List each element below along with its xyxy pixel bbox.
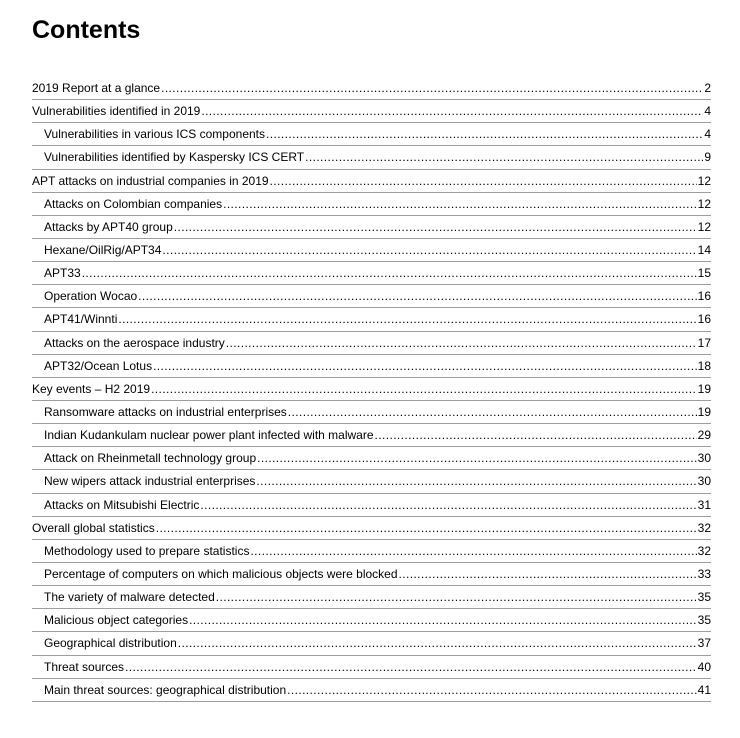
toc-entry[interactable] bbox=[32, 123, 711, 146]
toc-entry[interactable] bbox=[32, 100, 711, 123]
toc-entry[interactable] bbox=[32, 285, 711, 308]
toc-entry[interactable] bbox=[32, 470, 711, 493]
toc-entry-page-number: 19 bbox=[697, 404, 711, 419]
dot-leader bbox=[288, 401, 697, 424]
toc-entry[interactable] bbox=[32, 540, 711, 563]
toc-entry-page-number: 40 bbox=[697, 659, 711, 674]
dot-leader bbox=[162, 239, 696, 262]
dot-leader bbox=[287, 679, 697, 702]
toc-entry-page-number: 32 bbox=[697, 543, 711, 558]
dot-leader bbox=[118, 308, 696, 331]
dot-leader bbox=[257, 447, 697, 470]
toc-entry-label: APT33 bbox=[44, 262, 82, 285]
toc-entry-page-number: 15 bbox=[697, 266, 711, 281]
toc-entry-page-number: 9 bbox=[704, 150, 711, 165]
toc-entry-label: Attack on Rheinmetall technology group bbox=[44, 447, 257, 470]
toc-entry-label: Attacks by APT40 group bbox=[44, 216, 174, 239]
toc-entry[interactable] bbox=[32, 262, 711, 285]
toc-entry-label: Attacks on the aerospace industry bbox=[44, 332, 226, 355]
toc-entry-page-number: 29 bbox=[697, 428, 711, 443]
toc-entry-label: Overall global statistics bbox=[32, 517, 156, 540]
dot-leader bbox=[201, 100, 703, 123]
toc-entry-label: APT attacks on industrial companies in 2019 bbox=[32, 170, 270, 193]
toc-entry[interactable] bbox=[32, 401, 711, 424]
toc-entry-label: Malicious object categories bbox=[44, 609, 189, 632]
toc-entry-label: Ransomware attacks on industrial enterprises bbox=[44, 401, 288, 424]
toc-entry-page-number: 30 bbox=[697, 474, 711, 489]
toc-entry-label: 2019 Report at a glance bbox=[32, 77, 161, 100]
toc-entry-page-number: 16 bbox=[697, 312, 711, 327]
toc-entry[interactable] bbox=[32, 563, 711, 586]
dot-leader bbox=[156, 517, 697, 540]
toc-entry-page-number: 19 bbox=[697, 381, 711, 396]
dot-leader bbox=[223, 193, 697, 216]
toc-entry-label: New wipers attack industrial enterprises bbox=[44, 470, 256, 493]
toc-entry[interactable] bbox=[32, 216, 711, 239]
toc-entry[interactable] bbox=[32, 586, 711, 609]
toc-entry-label: Vulnerabilities in various ICS components bbox=[44, 123, 266, 146]
toc-entry-label: Key events – H2 2019 bbox=[32, 378, 151, 401]
toc-entry[interactable] bbox=[32, 239, 711, 262]
toc-entry-page-number: 37 bbox=[697, 636, 711, 651]
dot-leader bbox=[399, 563, 697, 586]
toc-entry-page-number: 30 bbox=[697, 451, 711, 466]
toc-entry-label: Main threat sources: geographical distribution bbox=[44, 679, 287, 702]
toc-entry-label: Operation Wocao bbox=[44, 285, 138, 308]
toc-entry[interactable] bbox=[32, 632, 711, 655]
toc-entry[interactable] bbox=[32, 170, 711, 193]
toc-entry-page-number: 31 bbox=[697, 497, 711, 512]
toc-entry-label: Threat sources bbox=[44, 656, 125, 679]
toc-entry-page-number: 2 bbox=[704, 81, 711, 95]
toc-entry[interactable] bbox=[32, 378, 711, 401]
dot-leader bbox=[216, 586, 697, 609]
toc-entry[interactable] bbox=[32, 77, 711, 100]
dot-leader bbox=[200, 494, 696, 517]
toc-entry[interactable] bbox=[32, 679, 711, 702]
toc-entry-label: APT41/Winnti bbox=[44, 308, 118, 331]
toc-entry-page-number: 33 bbox=[697, 566, 711, 581]
toc-entry-page-number: 32 bbox=[697, 520, 711, 535]
dot-leader bbox=[178, 632, 697, 655]
dot-leader bbox=[151, 378, 697, 401]
toc-entry-label: Attacks on Colombian companies bbox=[44, 193, 223, 216]
toc-entry[interactable] bbox=[32, 494, 711, 517]
toc-entry-label: Percentage of computers on which malicious objects were blocked bbox=[44, 563, 399, 586]
entry-divider bbox=[32, 701, 711, 702]
toc-entry-label: Geographical distribution bbox=[44, 632, 178, 655]
toc-entry[interactable] bbox=[32, 355, 711, 378]
dot-leader bbox=[161, 77, 703, 100]
toc-entry-page-number: 4 bbox=[704, 127, 711, 142]
toc-entry[interactable] bbox=[32, 424, 711, 447]
toc-entry-page-number: 12 bbox=[697, 196, 711, 211]
toc-entry-page-number: 41 bbox=[697, 682, 711, 697]
toc-entry-page-number: 35 bbox=[697, 590, 711, 605]
toc-entry-page-number: 12 bbox=[697, 173, 711, 188]
dot-leader bbox=[270, 170, 697, 193]
dot-leader bbox=[256, 470, 696, 493]
toc-entry-page-number: 18 bbox=[697, 358, 711, 373]
toc-entry-label: Hexane/OilRig/APT34 bbox=[44, 239, 162, 262]
toc-entry-label: Attacks on Mitsubishi Electric bbox=[44, 494, 200, 517]
dot-leader bbox=[174, 216, 697, 239]
toc-entry-label: Vulnerabilities identified by Kaspersky ICS CERT bbox=[44, 146, 305, 169]
toc-entry[interactable] bbox=[32, 332, 711, 355]
toc-entry-page-number: 17 bbox=[697, 335, 711, 350]
dot-leader bbox=[266, 123, 703, 146]
dot-leader bbox=[375, 424, 697, 447]
toc-entry-label: The variety of malware detected bbox=[44, 586, 216, 609]
toc-entry-label: Methodology used to prepare statistics bbox=[44, 540, 250, 563]
toc-entry-page-number: 14 bbox=[697, 242, 711, 257]
page-title: Contents bbox=[32, 16, 141, 44]
dot-leader bbox=[138, 285, 696, 308]
dot-leader bbox=[250, 540, 696, 563]
toc-entry-label: Indian Kudankulam nuclear power plant infected with malware bbox=[44, 424, 375, 447]
table-of-contents bbox=[32, 77, 711, 702]
toc-entry[interactable] bbox=[32, 308, 711, 331]
toc-entry[interactable] bbox=[32, 193, 711, 216]
toc-entry[interactable] bbox=[32, 517, 711, 540]
toc-entry-page-number: 16 bbox=[697, 289, 711, 304]
toc-entry[interactable] bbox=[32, 609, 711, 632]
toc-entry-label: Vulnerabilities identified in 2019 bbox=[32, 100, 201, 123]
toc-entry-page-number: 12 bbox=[697, 219, 711, 234]
dot-leader bbox=[153, 355, 697, 378]
dot-leader bbox=[82, 262, 697, 285]
dot-leader bbox=[189, 609, 697, 632]
dot-leader bbox=[305, 146, 703, 169]
dot-leader bbox=[125, 656, 697, 679]
toc-entry[interactable] bbox=[32, 146, 711, 169]
toc-entry[interactable] bbox=[32, 656, 711, 679]
toc-entry-label: APT32/Ocean Lotus bbox=[44, 355, 153, 378]
toc-entry-page-number: 35 bbox=[697, 613, 711, 628]
toc-entry-page-number: 4 bbox=[704, 104, 711, 119]
toc-entry[interactable] bbox=[32, 447, 711, 470]
dot-leader bbox=[226, 332, 697, 355]
